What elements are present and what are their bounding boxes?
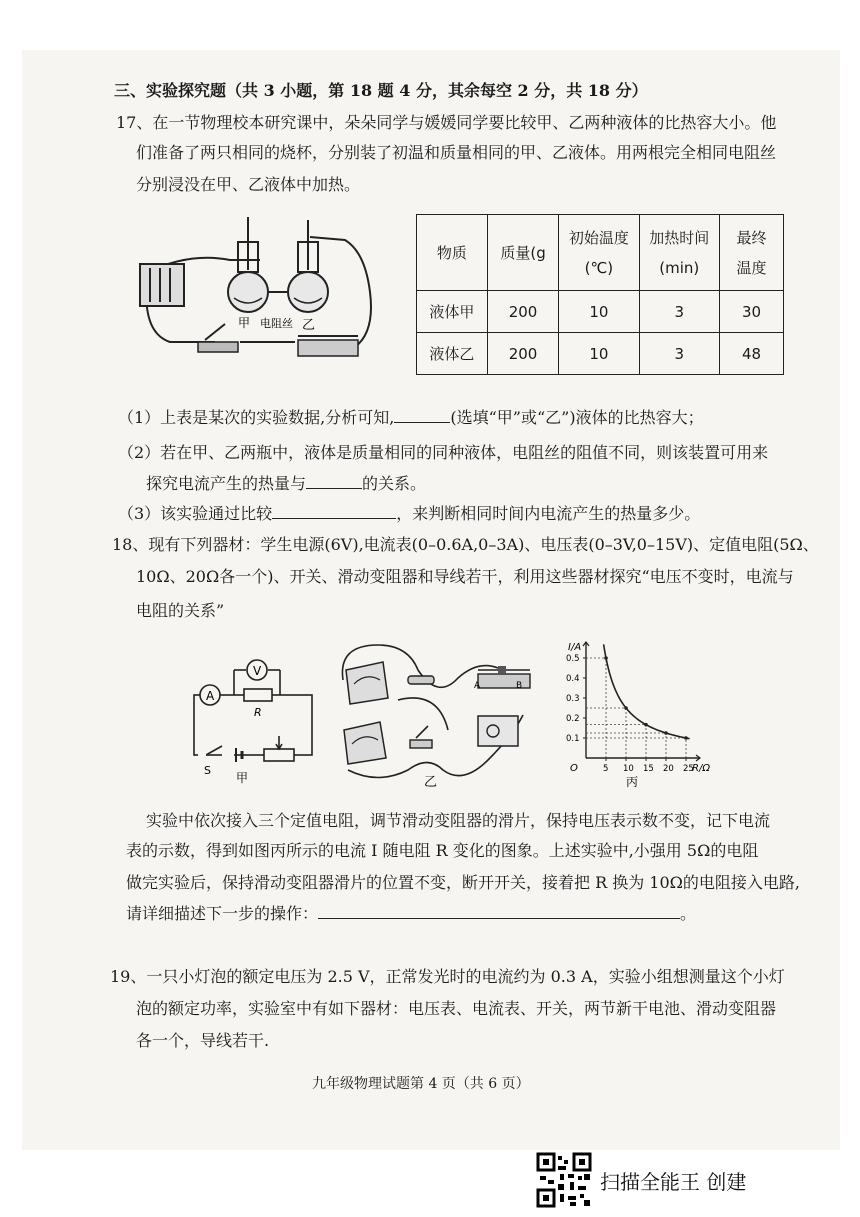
answer-blank[interactable] [306, 472, 362, 489]
circuit-diagram-jia [184, 650, 324, 785]
apparatus-label-left: 甲 [238, 316, 251, 330]
y-axis-label: I/A [568, 642, 582, 653]
answer-blank[interactable] [394, 406, 450, 423]
switch-label: S [204, 764, 211, 777]
q17-sub3: （3）该实验通过比较 ，来判断相同时间内电流产生的热量多少。 [118, 504, 701, 523]
table-cell: 200 [487, 291, 558, 333]
q18-line1: 18、现有下列器材：学生电源(6V),电流表(0–0.6A,0–3A)、电压表(0–3V,0–15V)、定值电阻(5Ω、 [112, 535, 819, 554]
origin-label: O [570, 763, 578, 774]
data-point [684, 736, 688, 740]
q19-line1: 19、一只小灯泡的额定电压为 2.5 V，正常发光时的电流约为 0.3 A，实验小组想测量这个小灯 [110, 967, 785, 986]
x-tick-label: 10 [623, 764, 634, 774]
y-tick-label: 0.3 [566, 694, 580, 704]
y-tick-label: 0.1 [566, 734, 580, 744]
page-footer: 九年级物理试题第 4 页（共 6 页） [312, 1076, 530, 1092]
x-tick-label: 20 [663, 764, 674, 774]
q17-sub2-line1: （2）若在甲、乙两瓶中，液体是质量相同的同种液体，电阻丝的阻值不同，则该装置可用来 [118, 443, 769, 462]
q17-line2: 们准备了两只相同的烧杯，分别装了初温和质量相同的甲、乙液体。用两根完全相同电阻丝 [136, 143, 777, 162]
table-cell: 10 [559, 333, 639, 375]
table-row [417, 291, 784, 333]
fig-yi-caption: 乙 [424, 775, 438, 790]
q17-sub1: （1）上表是某次的实验数据,分析可知, (选填“甲”或“乙”)液体的比热容大； [118, 408, 704, 427]
scanner-watermark: 扫描全能王 创建 [600, 1170, 747, 1194]
resistor-label: R [254, 706, 262, 719]
data-point [604, 656, 608, 660]
table-header-row [417, 215, 784, 291]
voltmeter-label: V [253, 664, 262, 678]
rheostat-terminal-b: B [516, 681, 523, 691]
heating-apparatus-figure [130, 212, 380, 372]
fig-bing-caption: 丙 [626, 775, 639, 789]
table-cell: 液体乙 [417, 333, 488, 375]
table-cell: 30 [720, 291, 784, 333]
table-cell: 3 [639, 291, 719, 333]
table-cell: 10 [559, 291, 639, 333]
x-tick-label: 25 [683, 764, 694, 774]
q17-line3: 分别浸没在甲、乙液体中加热。 [136, 175, 361, 194]
q17-data-table [416, 214, 784, 375]
table-header-cell: 初始温度(℃) [559, 215, 639, 291]
table-cell: 48 [720, 333, 784, 375]
data-point [644, 723, 648, 727]
y-tick-label: 0.4 [566, 674, 580, 684]
answer-blank[interactable] [318, 902, 680, 919]
table-header-cell: 物质 [417, 215, 488, 291]
answer-blank[interactable] [272, 502, 396, 519]
q19-line2: 泡的额定功率，实验室中有如下器材：电压表、电流表、开关，两节新干电池、滑动变阻器 [136, 999, 777, 1018]
data-point [664, 731, 668, 735]
fig-jia-caption: 甲 [236, 771, 249, 785]
chart-ticks [566, 654, 694, 774]
apparatus-label-mid: 电阻丝 [260, 317, 293, 330]
qr-code-icon [536, 1152, 592, 1208]
apparatus-label-right: 乙 [302, 318, 316, 333]
x-axis-label: R/Ω [692, 763, 710, 774]
rheostat-terminal-a: A [474, 681, 481, 691]
table-cell: 液体甲 [417, 291, 488, 333]
chart-points [604, 656, 688, 740]
x-tick-label: 5 [603, 764, 609, 774]
table-header-cell: 加热时间(min) [639, 215, 719, 291]
y-tick-label: 0.2 [566, 714, 580, 724]
data-point [624, 706, 628, 710]
table-header-cell: 质量(g [487, 215, 558, 291]
q18-line2: 10Ω、20Ω各一个)、开关、滑动变阻器和导线若干，利用这些器材探究“电压不变时，电流与 [136, 567, 794, 586]
q19-line3: 各一个，导线若干. [136, 1031, 270, 1050]
section-title: 三、实验探究题（共 3 小题，第 18 题 4 分，其余每空 2 分，共 18 分） [114, 81, 648, 100]
q17-line1: 17、在一节物理校本研究课中，朵朵同学与媛媛同学要比较甲、乙两种液体的比热容大小。他 [116, 113, 777, 132]
chart-guides [586, 658, 686, 758]
table-cell: 200 [487, 333, 558, 375]
circuit-photo-yi [338, 640, 538, 790]
table-cell: 3 [639, 333, 719, 375]
q18-line3: 电阻的关系” [136, 601, 225, 620]
q18-para4: 请详细描述下一步的操作： 。 [126, 904, 697, 923]
q18-para1: 实验中依次接入三个定值电阻，调节滑动变阻器的滑片，保持电压表示数不变，记下电流 [146, 811, 771, 830]
q18-para3: 做完实验后，保持滑动变阻器滑片的位置不变，断开开关，接着把 R 换为 10Ω的电阻接入电路, [126, 873, 801, 892]
q18-para2: 表的示数，得到如图丙所示的电流 I 随电阻 R 变化的图象。上述实验中,小强用 5Ω的电阻 [126, 841, 759, 860]
q17-sub2-line2: 探究电流产生的热量与 的关系。 [146, 474, 427, 493]
ammeter-label: A [206, 689, 215, 703]
x-tick-label: 15 [643, 764, 654, 774]
y-tick-label: 0.5 [566, 654, 580, 664]
table-header-cell: 最终温度 [720, 215, 784, 291]
table-row [417, 333, 784, 375]
current-resistance-chart [560, 630, 720, 790]
chart-axes [583, 642, 700, 761]
